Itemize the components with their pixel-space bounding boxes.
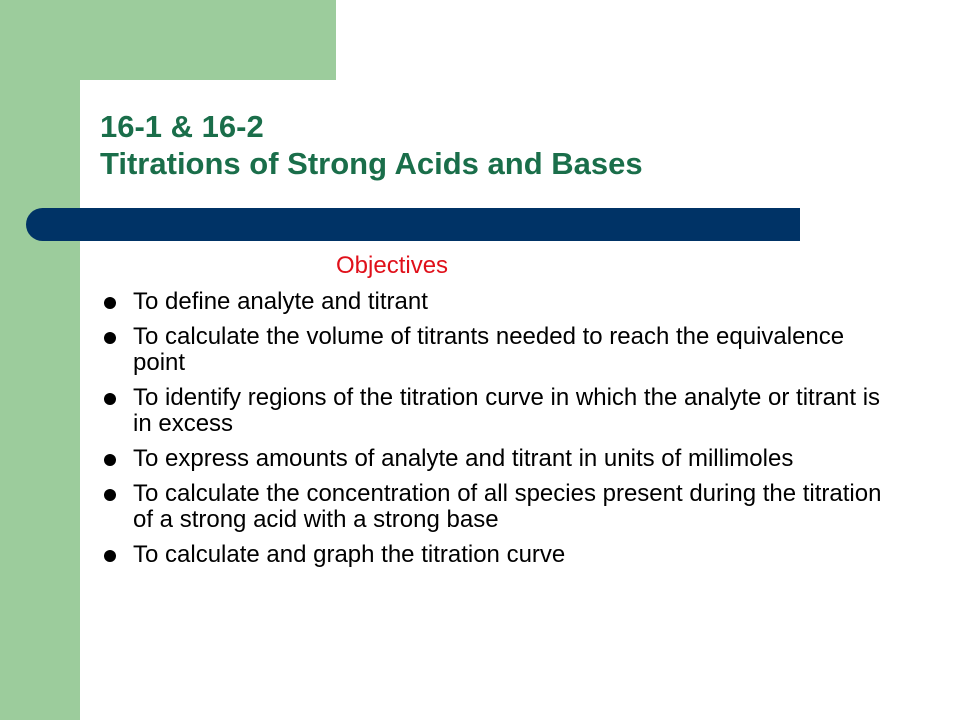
bullet-icon [104,489,116,501]
bullet-icon [104,297,116,309]
list-item [96,481,886,533]
list-item-text: To identify regions of the titration curve in which the analyte or titrant is in excess [133,384,881,437]
list-item-text: To calculate the volume of titrants needed to reach the equivalence point [133,323,845,376]
list-item [96,446,886,472]
list-item [96,385,886,437]
green-top-decoration [0,0,336,80]
list-item-text: To express amounts of analyte and titrant in units of millimoles [133,445,794,472]
title-divider-bar [26,208,800,241]
slide-title [100,108,643,182]
list-item-text: To calculate and graph the titration curve [133,541,566,568]
bullet-icon [104,454,116,466]
green-side-decoration [0,0,80,720]
list-item [96,324,886,376]
slide-title-line2: Titrations of Strong Acids and Bases [100,146,643,181]
bullet-icon [104,550,116,562]
list-item [96,542,886,568]
objectives-list [96,289,886,577]
slide-title-line1: 16-1 & 16-2 [100,109,264,144]
list-item-text: To define analyte and titrant [133,288,428,315]
bullet-icon [104,393,116,405]
bullet-icon [104,332,116,344]
list-item [96,289,886,315]
list-item-text: To calculate the concentration of all species present during the titration of a strong acid with a strong base [133,480,882,533]
objectives-heading: Objectives [336,252,449,279]
